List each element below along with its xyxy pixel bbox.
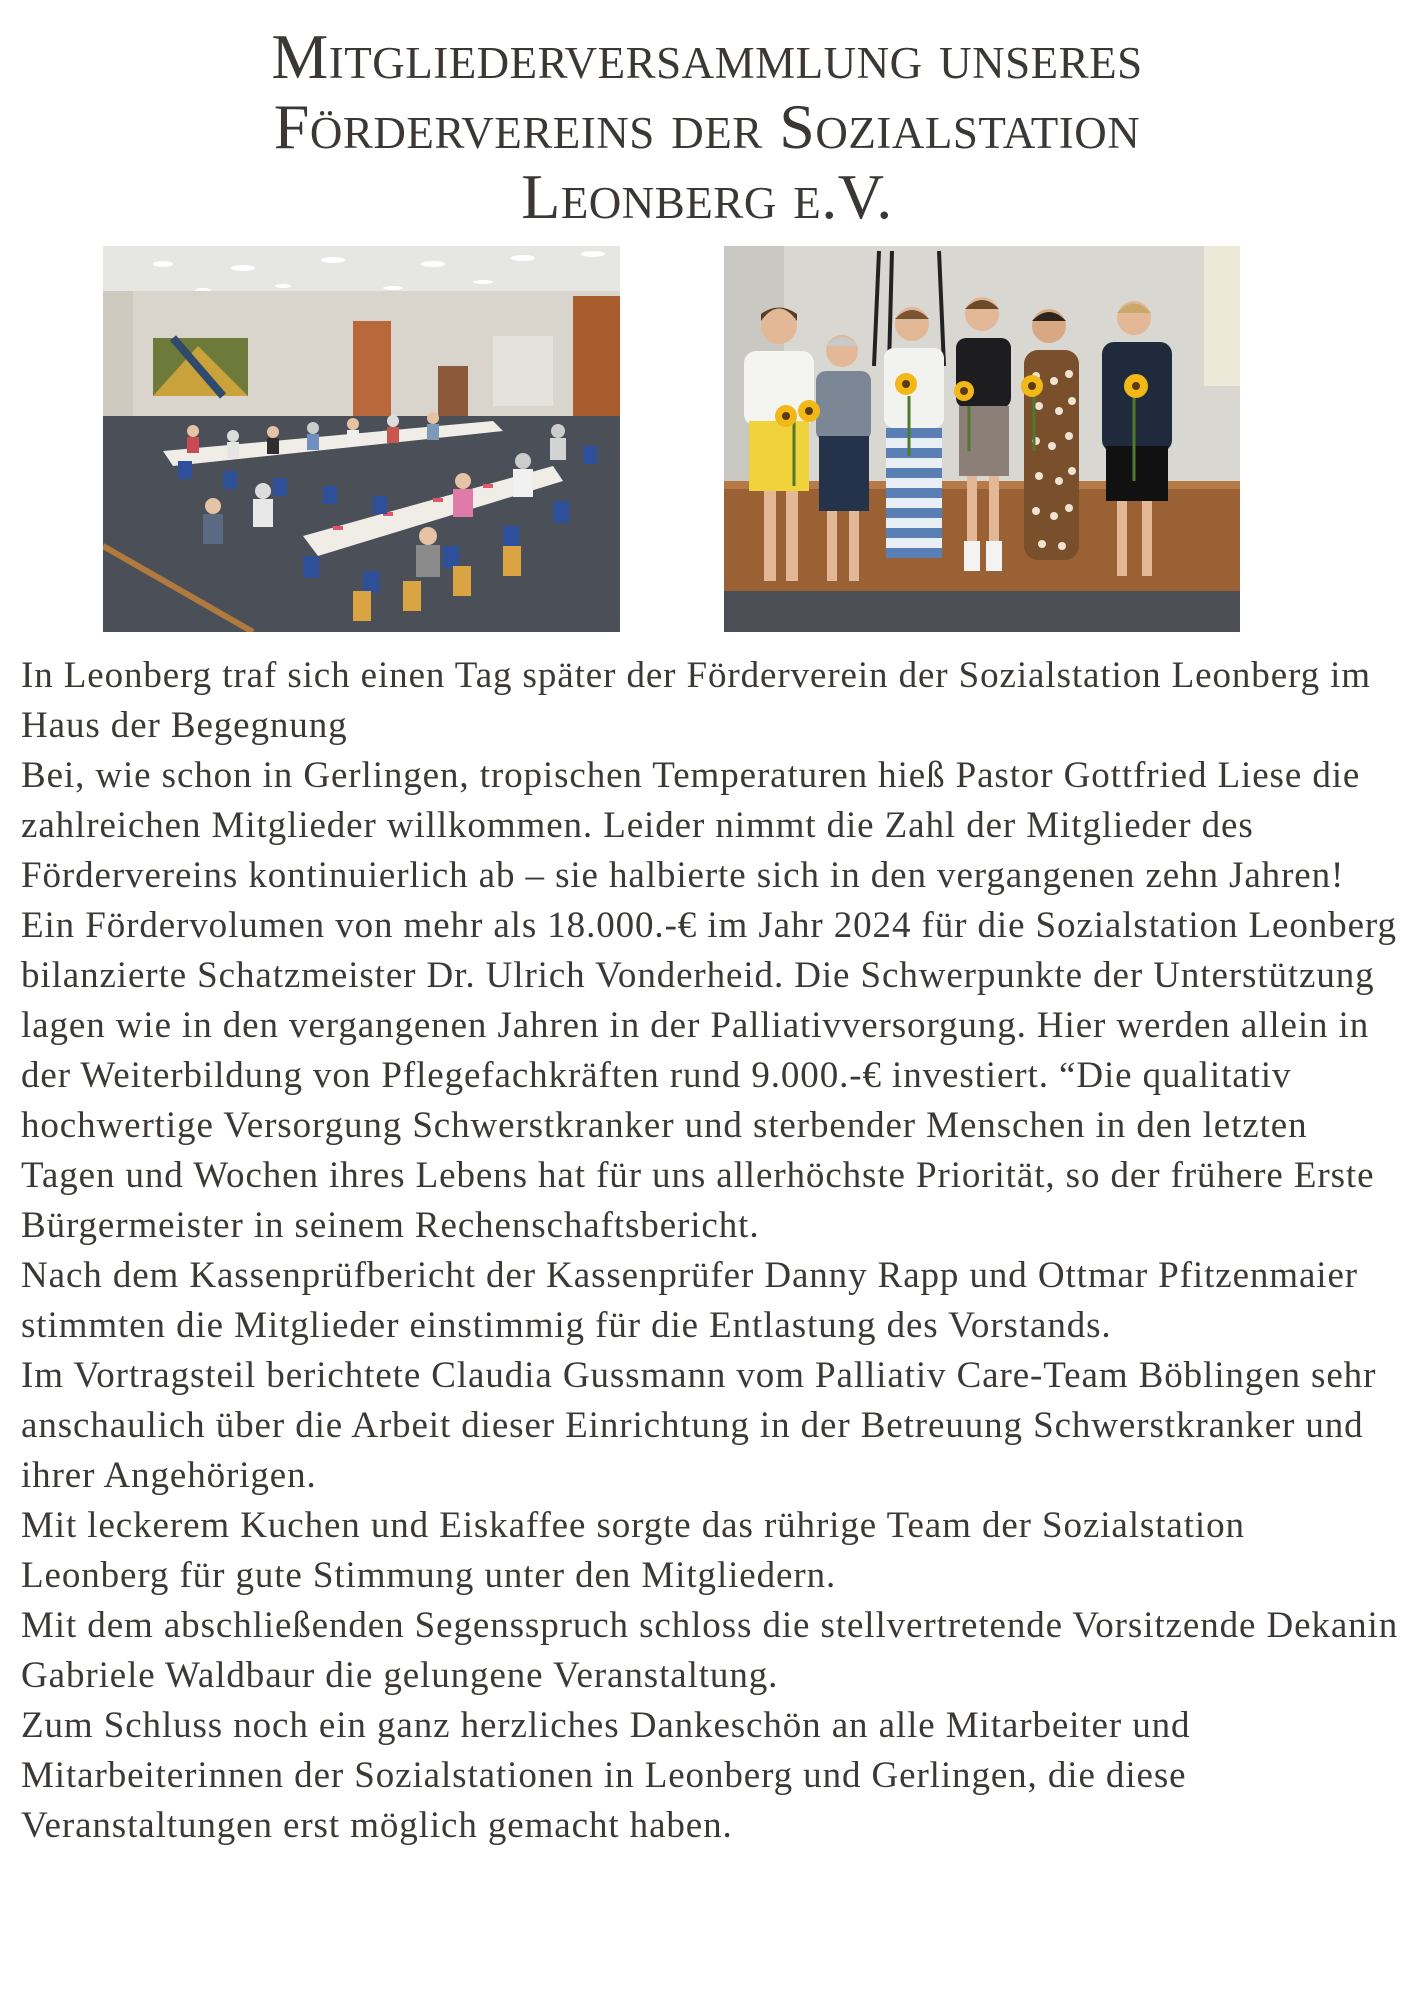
paragraph: Im Vortragsteil berichtete Claudia Gussmann vom Palliativ Care-Team Böblingen sehr anschaulich über die Arbeit dieser Einrichtung in der Betreuung Schwerstkranker und ihrer Angehörigen. bbox=[21, 1355, 1377, 1496]
title-line: Leonberg e.V. bbox=[521, 161, 893, 232]
paragraph: Nach dem Kassenprüfbericht der Kassenprüfer Danny Rapp und Ottmar Pfitzenmaier stimmten die Mitglieder einstimmig für die Entlastung des Vorstands. bbox=[21, 1255, 1359, 1346]
paragraph: Mit dem abschließenden Segensspruch schloss die stellvertretende Vorsitzende Dekanin Gabriele Waldbaur die gelungene Veranstaltung. bbox=[21, 1605, 1399, 1696]
photo-team-sunflowers bbox=[724, 246, 1240, 632]
paragraph: Mit leckerem Kuchen und Eiskaffee sorgte das rührige Team der Sozialstation Leonberg für gute Stimmung unter den Mitgliedern. bbox=[21, 1505, 1245, 1596]
paragraph: Zum Schluss noch ein ganz herzliches Dankeschön an alle Mitarbeiter und Mitarbeiterinnen der Sozialstationen in Leonberg und Gerlingen, die diese Veranstaltungen erst möglich gemacht haben. bbox=[21, 1705, 1191, 1846]
paragraph: Ein Fördervolumen von mehr als 18.000.-€ im Jahr 2024 für die Sozialstation Leonberg bilanzierte Schatzmeister Dr. Ulrich Vonderheid. Die Schwerpunkte der Unterstützung lagen wie in den vergangenen Jahren in der Palliativversorgung. Hier werden allein in der Weiterbildung von Pflegefachkräften rund 9.000.-€ investiert. “Die qualitativ hochwertige Versorgung Schwerstkranker und sterbender Menschen in den letzten Tagen und Wochen ihres Lebens hat für uns allerhöchste Priorität, so der frühere Erste Bürgermeister in seinem Rechenschaftsbericht. bbox=[21, 905, 1397, 1246]
page-title bbox=[0, 22, 1414, 232]
title-line: Fördervereins der Sozialstation bbox=[273, 91, 1141, 162]
paragraph: Bei, wie schon in Gerlingen, tropischen Temperaturen hieß Pastor Gottfried Liese die zahlreichen Mitglieder willkommen. Leider nimmt die Zahl der Mitglieder des Fördervereins kontinuierlich ab – sie halbierte sich in den vergangenen zehn Jahren! bbox=[21, 755, 1361, 896]
article-body bbox=[21, 651, 1401, 1851]
photo-meeting-hall bbox=[103, 246, 620, 632]
title-line: Mitgliederversammlung unseres bbox=[271, 21, 1143, 92]
paragraph: In Leonberg traf sich einen Tag später der Förderverein der Sozialstation Leonberg im Haus der Begegnung bbox=[21, 655, 1371, 746]
